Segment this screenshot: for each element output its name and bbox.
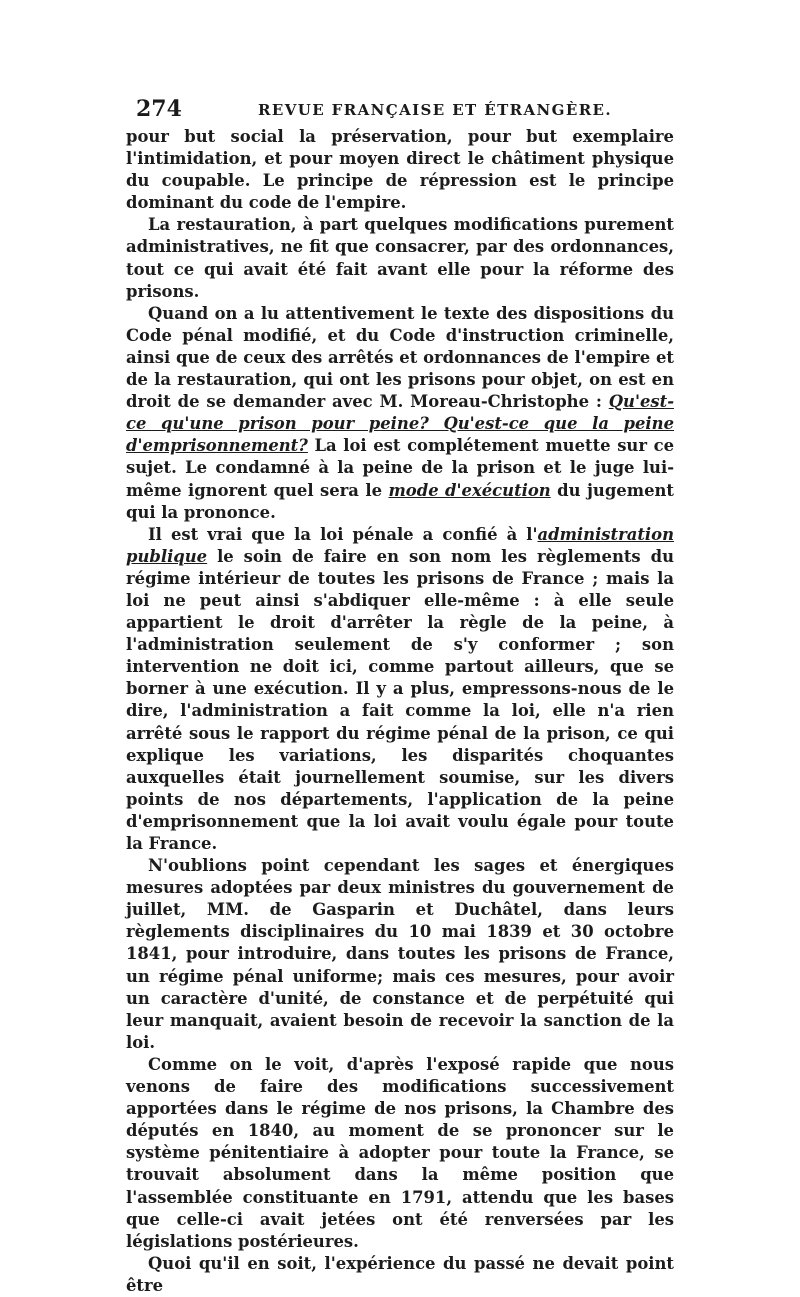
text-run: pour but social la préservation, pour but exemplaire l'intimidation, et pour moyen direct le châtiment physique du coupable. Le principe de répression est le principe dominant du code de l'empire. [126, 127, 674, 213]
italic-phrase: administration publique [126, 524, 674, 566]
running-head [136, 96, 672, 126]
paragraph [126, 855, 674, 1054]
paragraph [126, 303, 674, 524]
body-text [126, 126, 674, 1297]
text-run: Comme on le voit, d'après l'exposé rapide que nous venons de faire des modifications successivement apportées dans le régime de nos prisons, la Chambre des députés en 1840, au moment de se prononcer sur le système pénitentiaire à adopter pour toute la France, se trouvait absolument dans la même position que l'assemblée constituante en 1791, attendu que les bases que celle-ci avait jetées ont été renversées par les législations postérieures. [126, 1054, 674, 1251]
text-run: Quoi qu'il en soit, l'expérience du passé ne devait point être [126, 1253, 674, 1295]
paragraph [126, 214, 674, 302]
text-run: Il est vrai que la loi pénale a confié à l' [148, 524, 538, 544]
paragraph [126, 1054, 674, 1253]
text-run: La loi est complétement muette sur ce sujet. Le condamné à la peine de la prison et le juge lui-même ignorent quel sera le [126, 436, 674, 500]
text-run: Quand on a lu attentivement le texte des dispositions du Code pénal modifié, et du Code d'instruction criminelle, ainsi que de ceux des arrêtés et ordonnances de l'empire et de la restauration, qui ont les prisons pour objet, on est en droit de se demander avec M. Moreau-Christophe : [126, 303, 674, 412]
text-run: le soin de faire en son nom les règlements du régime intérieur de toutes les prisons de France ; mais la loi ne peut ainsi s'abdiquer elle-même : à elle seule appartient le droit d'arrêter la règle de la peine, à l'administration seulement de s'y conformer ; son intervention ne doit ici, comme partout ailleurs, que se borner à une exécution. Il y a plus, empressons-nous de le dire, l'administration a fait comme la loi, elle n'a rien arrêté sous le rapport du régime pénal de la prison, ce qui explique les variations, les disparités choquantes auxquelles était journellement soumise, sur les divers points de nos départements, l'application de la peine d'emprisonnement que la loi avait voulu égale pour toute la France. [126, 546, 674, 853]
italic-phrase: Qu'est-ce qu'une prison pour peine? Qu'est-ce que la peine d'emprisonnement? [126, 392, 674, 456]
journal-title: REVUE FRANÇAISE ET ÉTRANGÈRE. [258, 101, 613, 119]
paragraph [126, 1253, 674, 1297]
text-run: La restauration, à part quelques modifications purement administratives, ne fit que consacrer, par des ordonnances, tout ce qui avait été fait avant elle pour la réforme des prisons. [126, 215, 674, 301]
text-run: N'oublions point cependant les sages et énergiques mesures adoptées par deux ministres du gouvernement de juillet, MM. de Gasparin et Duchâtel, dans leurs règlements disciplinaires du 10 mai 1839 et 30 octobre 1841, pour introduire, dans toutes les prisons de France, un régime pénal uniforme; mais ces mesures, pour avoir un caractère d'unité, de constance et de perpétuité qui leur manquait, avaient besoin de recevoir la sanction de la loi. [126, 856, 674, 1052]
page-number: 274 [136, 96, 182, 122]
paragraph [126, 524, 674, 855]
text-run: du jugement qui la prononce. [126, 480, 674, 522]
italic-phrase: mode d'exécution [388, 480, 551, 500]
paragraph [126, 126, 674, 214]
